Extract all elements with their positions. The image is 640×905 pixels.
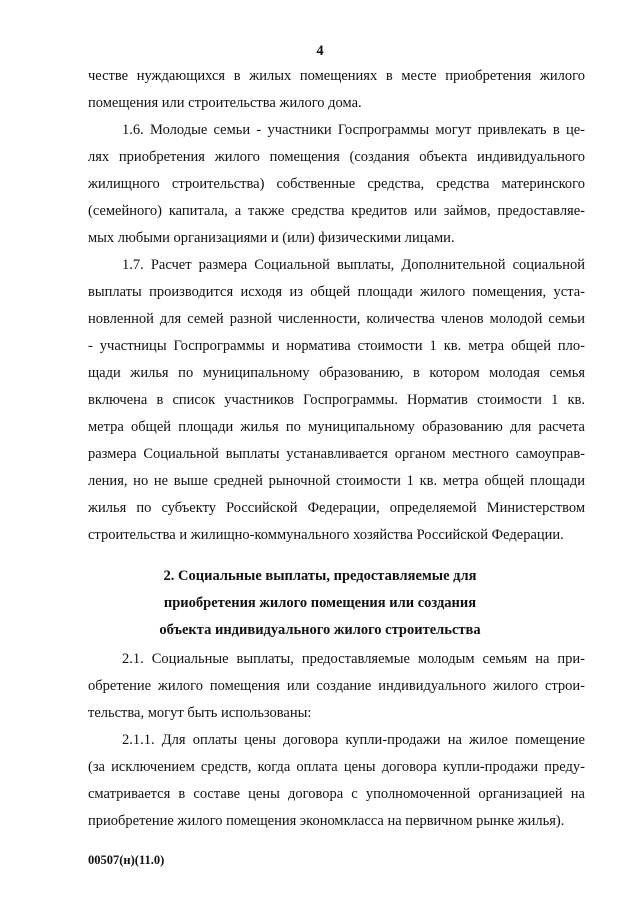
text-line: честве нуждающихся в жилых помещениях в месте приобретения жилого [88, 68, 585, 84]
text-line: 1.6. Молодые семьи - участники Госпрограммы могут привлекать в це- [122, 122, 585, 138]
text-line: жилищного строительства) собственные средства, средства материнского [88, 176, 585, 192]
section-heading-line: объекта индивидуального жилого строительства [159, 622, 481, 638]
text-line: выплаты производится исходя из общей площади жилого помещения, уста- [88, 284, 585, 300]
text-line: (семейного) капитала, а также средства кредитов или займов, предоставляе- [88, 203, 585, 219]
text-line: 2.1.1. Для оплаты цены договора купли-продажи на жилое помещение [122, 732, 585, 748]
text-line: помещения или строительства жилого дома. [88, 95, 362, 111]
text-line: размера Социальной выплаты устанавливается органом местного самоуправ- [88, 446, 585, 462]
text-line: сматривается в составе цены договора с уполномоченной организацией на [88, 786, 585, 802]
text-line: жилья по субъекту Российской Федерации, определяемой Министерством [88, 500, 585, 516]
text-line: лях приобретения жилого помещения (создания объекта индивидуального [88, 149, 585, 165]
text-line: строительства и жилищно-коммунального хозяйства Российской Федерации. [88, 527, 564, 543]
text-line: - участницы Госпрограммы и норматива стоимости 1 кв. метра общей пло- [88, 338, 585, 354]
text-line: обретение жилого помещения или создание индивидуального жилого строи- [88, 678, 585, 694]
text-line: ления, но не выше средней рыночной стоимости 1 кв. метра общей площади [88, 473, 585, 489]
text-line: щади жилья по муниципальному образованию, в котором молодая семья [88, 365, 585, 381]
text-line: 1.7. Расчет размера Социальной выплаты, Дополнительной социальной [122, 257, 585, 273]
section-heading-line: 2. Социальные выплаты, предоставляемые для [163, 568, 477, 584]
text-line: новленной для семей разной численности, количества членов молодой семьи [88, 311, 585, 327]
text-line: метра общей площади жилья по муниципальному образованию для расчета [88, 419, 585, 435]
text-line: мых любыми организациями и (или) физическими лицами. [88, 230, 455, 246]
text-line: тельства, могут быть использованы: [88, 705, 312, 721]
text-line: 2.1. Социальные выплаты, предоставляемые молодым семьям на при- [122, 651, 585, 667]
document-code: 00507(н)(11.0) [88, 853, 165, 867]
text-line: (за исключением средств, когда оплата цены договора купли-продажи преду- [88, 759, 585, 775]
text-line: включена в список участников Госпрограммы. Норматив стоимости 1 кв. [88, 392, 585, 408]
text-line: приобретение жилого помещения экономкласса на первичном рынке жилья). [88, 813, 565, 829]
page-number: 4 [316, 43, 324, 59]
section-heading-line: приобретения жилого помещения или создания [163, 595, 477, 611]
